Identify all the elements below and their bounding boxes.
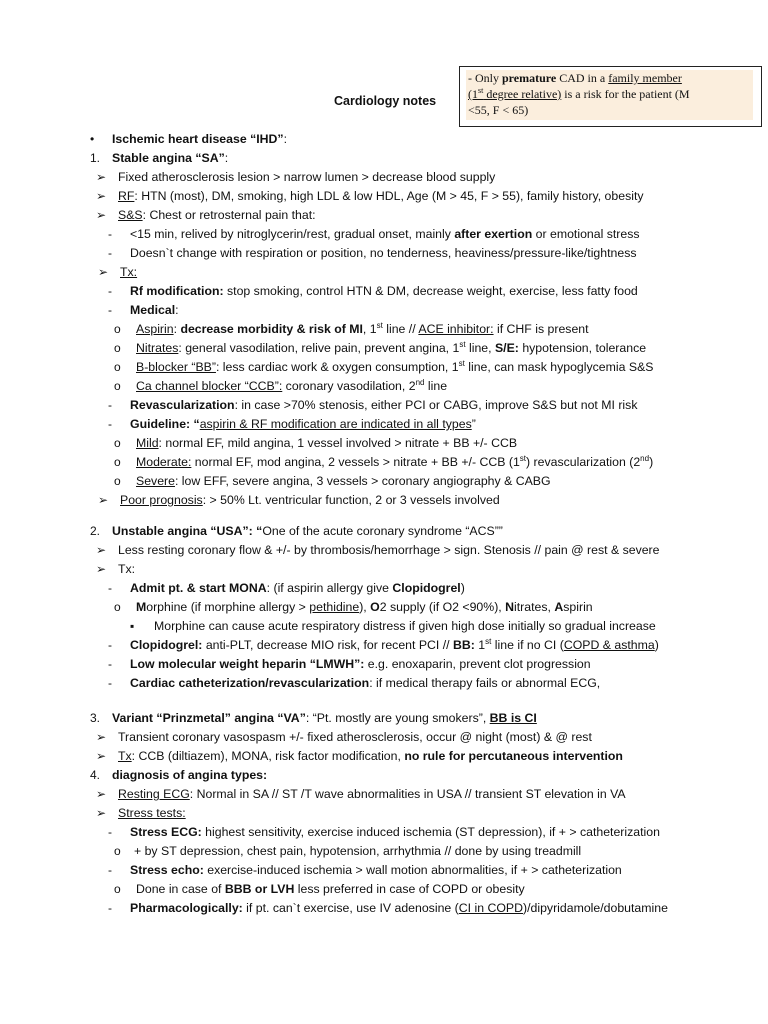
note-run: nd — [640, 453, 650, 463]
note-run: O — [370, 600, 380, 614]
note-text — [154, 617, 656, 636]
note-text — [130, 823, 660, 842]
note-marker: o — [114, 882, 121, 896]
note-run: <15 min, relived by nitroglycerin/rest, gradual onset, mainly — [130, 227, 455, 241]
note-run: or emotional stress — [532, 227, 640, 241]
note-text — [118, 206, 316, 225]
note-run: ) — [460, 581, 465, 595]
note-run: One of the acute coronary syndrome “ACS”” — [262, 524, 503, 538]
note-text — [120, 491, 500, 510]
note-run: S/E: — [494, 341, 519, 355]
note-marker: o — [114, 455, 121, 469]
note-run: line, — [465, 341, 495, 355]
page.callout-run: st — [478, 86, 484, 95]
note-text — [130, 282, 638, 301]
note-run: Guideline: “ — [130, 417, 200, 431]
note-run: pethidine — [309, 600, 360, 614]
note-text — [130, 244, 637, 263]
note-run: ) — [649, 455, 654, 469]
page.callout-run: family member — [608, 71, 682, 85]
page.callout-run: premature — [502, 71, 557, 85]
note-run: less preferred in case of COPD or obesity — [294, 882, 525, 896]
note-run: hypotension, tolerance — [518, 341, 647, 355]
note-marker: 1. — [90, 151, 101, 165]
note-marker: - — [108, 227, 112, 241]
page.callout-run: (1 — [468, 87, 478, 101]
note-marker: ▪ — [130, 619, 135, 633]
note-run: coronary vasodilation, 2 — [282, 379, 416, 393]
note-run: : — [175, 303, 179, 317]
note-text — [136, 434, 517, 453]
note-run: normal EF, mod angina, 2 vessels > nitrate + BB +/- CCB (1 — [191, 455, 520, 469]
note-run: Less resting coronary flow & +/- by thrombosis/hemorrhage > sign. Stenosis // pain @ rest & severe — [118, 543, 660, 557]
note-run: Revascularization — [130, 398, 235, 412]
note-marker: ➢ — [96, 189, 107, 203]
note-marker: - — [108, 398, 112, 412]
page.callout-run: degree relative) — [483, 87, 562, 101]
note-run: : “Pt. mostly are young smokers”, — [305, 711, 490, 725]
note-marker: 4. — [90, 768, 101, 782]
note-run: : — [283, 132, 287, 146]
note-run: ” — [471, 417, 476, 431]
note-run: Stress echo: — [130, 863, 204, 877]
note-marker: - — [108, 825, 112, 839]
page-title: Cardiology notes — [334, 94, 437, 108]
note-marker: o — [114, 379, 121, 393]
note-run: Moderate: — [136, 455, 192, 469]
note-text — [130, 674, 600, 693]
note-marker: o — [114, 600, 121, 614]
note-run: Pharmacologically: — [130, 901, 243, 915]
note-marker: - — [108, 417, 112, 431]
note-marker: o — [114, 360, 121, 374]
note-text — [118, 747, 623, 766]
page.callout-run: <55, F < 65) — [468, 103, 529, 117]
note-run: Cardiac catheterization/revascularization — [130, 676, 370, 690]
note-marker: - — [108, 863, 112, 877]
note-text — [130, 396, 637, 415]
note-run: Clopidogrel: — [130, 638, 203, 652]
note-marker: ➢ — [96, 562, 107, 576]
note-run: Done in case of — [136, 882, 225, 896]
note-run: + by ST depression, chest pain, hypotension, arrhythmia // done by using treadmill — [134, 844, 582, 858]
note-run: BB: — [453, 638, 475, 652]
note-run: Poor prognosis — [120, 493, 203, 507]
note-text — [112, 522, 503, 541]
note-run: A — [554, 600, 564, 614]
note-text — [136, 320, 589, 339]
note-run: Doesn`t change with respiration or position, no tenderness, heaviness/pressure-like/tightness — [130, 246, 637, 260]
note-run: orphine (if morphine allergy > — [146, 600, 310, 614]
note-run: Ischemic heart disease “IHD” — [112, 132, 284, 146]
note-run: Aspirin — [136, 322, 174, 336]
note-text — [130, 579, 465, 598]
note-text — [130, 861, 622, 880]
note-run: Fixed atherosclerosis lesion > narrow lumen > decrease blood supply — [118, 170, 496, 184]
note-run: : Normal in SA // ST /T wave abnormalities in USA // transient ST elevation in VA — [189, 787, 626, 801]
note-marker: - — [108, 638, 112, 652]
note-run: st — [376, 320, 383, 330]
note-run: Tx — [118, 749, 132, 763]
note-run: BBB or LVH — [224, 882, 295, 896]
note-run: Morphine can cause acute respiratory distress if given high dose initially so gradual increase — [154, 619, 656, 633]
note-run: )/dipyridamole/dobutamine — [523, 901, 668, 915]
note-run: st — [519, 453, 527, 463]
note-marker: ➢ — [96, 170, 107, 184]
note-run: ACE inhibitor: — [418, 322, 494, 336]
note-marker: - — [108, 901, 112, 915]
note-run: BB is CI — [489, 711, 537, 725]
note-text — [118, 804, 186, 823]
note-marker: ➢ — [96, 730, 107, 744]
note-run: ) revascularization (2 — [526, 455, 641, 469]
note-text — [118, 541, 660, 560]
note-run: CI in COPD — [458, 901, 523, 915]
note-text — [112, 766, 267, 785]
note-run: 1 — [474, 638, 486, 652]
note-text — [134, 842, 581, 861]
note-marker: o — [114, 844, 121, 858]
note-marker: - — [108, 581, 112, 595]
note-text — [118, 560, 135, 579]
note-run: e.g. enoxaparin, prevent clot progression — [364, 657, 591, 671]
callout-box — [459, 66, 762, 127]
note-marker: o — [114, 322, 121, 336]
note-run: : less cardiac work & oxygen consumption, 1 — [215, 360, 459, 374]
note-text — [136, 880, 525, 899]
note-text — [120, 263, 137, 282]
note-run: : normal EF, mild angina, 1 vessel involved > nitrate + BB +/- CCB — [158, 436, 518, 450]
note-text — [136, 358, 653, 377]
note-run: Medical — [130, 303, 176, 317]
note-marker: ➢ — [96, 749, 107, 763]
note-text — [136, 339, 646, 358]
note-text — [130, 655, 591, 674]
note-run: M — [136, 600, 147, 614]
note-run: Variant “Prinzmetal” angina “VA” — [112, 711, 306, 725]
note-run: Ca channel blocker “CCB”: — [136, 379, 283, 393]
note-run: : Chest or retrosternal pain that: — [142, 208, 316, 222]
note-run: Tx: — [120, 265, 138, 279]
note-text — [136, 453, 653, 472]
page.callout-run: is a risk for the patient (M — [561, 87, 690, 101]
note-text — [118, 785, 626, 804]
note-text — [118, 168, 495, 187]
note-run: : in case >70% stenosis, either PCI or CABG, improve S&S but not MI risk — [234, 398, 638, 412]
note-run: : > 50% Lt. ventricular function, 2 or 3 vessels involved — [202, 493, 500, 507]
page.callout-run: - Only — [468, 71, 502, 85]
note-run: anti-PLT, decrease MIO risk, for recent PCI // — [202, 638, 453, 652]
note-run: , 1 — [362, 322, 377, 336]
note-text — [130, 225, 640, 244]
note-marker: o — [114, 474, 121, 488]
note-run: : low EFF, severe angina, 3 vessels > coronary angiography & CABG — [174, 474, 551, 488]
note-text — [118, 187, 644, 206]
note-run: st — [485, 636, 492, 646]
note-run: if pt. can`t exercise, use IV adenosine ( — [242, 901, 459, 915]
note-run: COPD & asthma — [563, 638, 655, 652]
note-run: no rule for percutaneous intervention — [404, 749, 623, 763]
note-run: exercise-induced ischemia > wall motion abnormalities, if + > catheterization — [203, 863, 622, 877]
note-run: st — [459, 339, 466, 349]
note-marker: ➢ — [98, 493, 109, 507]
note-marker: 2. — [90, 524, 101, 538]
note-run: st — [458, 358, 465, 368]
note-run: nd — [415, 377, 425, 387]
note-text — [136, 598, 593, 617]
note-marker: - — [108, 657, 112, 671]
note-run: line, can mask hypoglycemia S&S — [464, 360, 654, 374]
note-run: Severe — [136, 474, 175, 488]
note-run: B-blocker “BB” — [136, 360, 216, 374]
page.callout-run: CAD in a — [556, 71, 609, 85]
note-run: stop smoking, control HTN & DM, decrease weight, exercise, less fatty food — [223, 284, 638, 298]
note-marker: - — [108, 303, 112, 317]
note-run: Low molecular weight heparin “LMWH”: — [130, 657, 365, 671]
note-run: line // — [382, 322, 419, 336]
note-text — [130, 899, 668, 918]
note-marker: ➢ — [96, 208, 107, 222]
note-run: : general vasodilation, relive pain, prevent angina, 1 — [178, 341, 460, 355]
note-run: line if no CI ( — [491, 638, 564, 652]
note-run: spirin — [563, 600, 593, 614]
note-run: S&S — [118, 208, 143, 222]
note-marker: - — [108, 246, 112, 260]
note-run: Stress tests: — [118, 806, 186, 820]
note-run: ) — [654, 638, 659, 652]
note-text — [112, 709, 537, 728]
callout-text — [466, 70, 753, 120]
note-run: highest sensitivity, exercise induced ischemia (ST depression), if + > catheterization — [201, 825, 660, 839]
note-text — [136, 377, 447, 396]
note-marker: o — [114, 436, 121, 450]
note-run: after exertion — [454, 227, 533, 241]
note-run: N — [505, 600, 515, 614]
note-run: line — [424, 379, 448, 393]
note-text — [130, 301, 179, 320]
note-run: : HTN (most), DM, smoking, high LDL & low HDL, Age (M > 45, F > 55), family history, obesity — [134, 189, 644, 203]
note-text — [130, 415, 476, 434]
note-marker: ➢ — [98, 265, 109, 279]
note-marker: • — [90, 132, 95, 146]
note-run: itrates, — [514, 600, 555, 614]
note-marker: ➢ — [96, 543, 107, 557]
note-run: Transient coronary vasospasm +/- fixed atherosclerosis, occur @ night (most) & @ rest — [118, 730, 592, 744]
note-run: decrease morbidity & risk of MI — [180, 322, 363, 336]
note-run: RF — [118, 189, 135, 203]
note-marker: 3. — [90, 711, 101, 725]
note-run: Admit pt. & start MONA — [130, 581, 267, 595]
note-text — [112, 130, 287, 149]
note-run: Clopidogrel — [392, 581, 461, 595]
note-marker: - — [108, 676, 112, 690]
note-text — [118, 728, 592, 747]
note-text — [130, 636, 659, 655]
note-marker: ➢ — [96, 787, 107, 801]
note-run: ), — [359, 600, 371, 614]
note-run: Resting ECG — [118, 787, 190, 801]
note-text — [112, 149, 228, 168]
note-run: aspirin & RF modification are indicated in all types — [199, 417, 472, 431]
note-run: diagnosis of angina types: — [112, 768, 268, 782]
note-run: : — [173, 322, 181, 336]
note-run: : — [224, 151, 229, 165]
note-marker: - — [108, 284, 112, 298]
note-run: Stable angina “SA” — [112, 151, 225, 165]
note-run: : (if aspirin allergy give — [266, 581, 393, 595]
note-run: : if medical therapy fails or abnormal ECG, — [369, 676, 601, 690]
note-run: 2 supply (if O2 <90%), — [379, 600, 506, 614]
note-marker: ➢ — [96, 806, 107, 820]
note-run: Unstable angina “USA”: “ — [112, 524, 263, 538]
note-run: Mild — [136, 436, 159, 450]
note-text — [136, 472, 551, 491]
note-run: Nitrates — [136, 341, 179, 355]
note-run: Stress ECG: — [130, 825, 202, 839]
note-run: if CHF is present — [493, 322, 589, 336]
note-marker: o — [114, 341, 121, 355]
note-run: Tx: — [118, 562, 136, 576]
note-run: Rf modification: — [130, 284, 224, 298]
note-run: : CCB (diltiazem), MONA, risk factor modification, — [131, 749, 405, 763]
